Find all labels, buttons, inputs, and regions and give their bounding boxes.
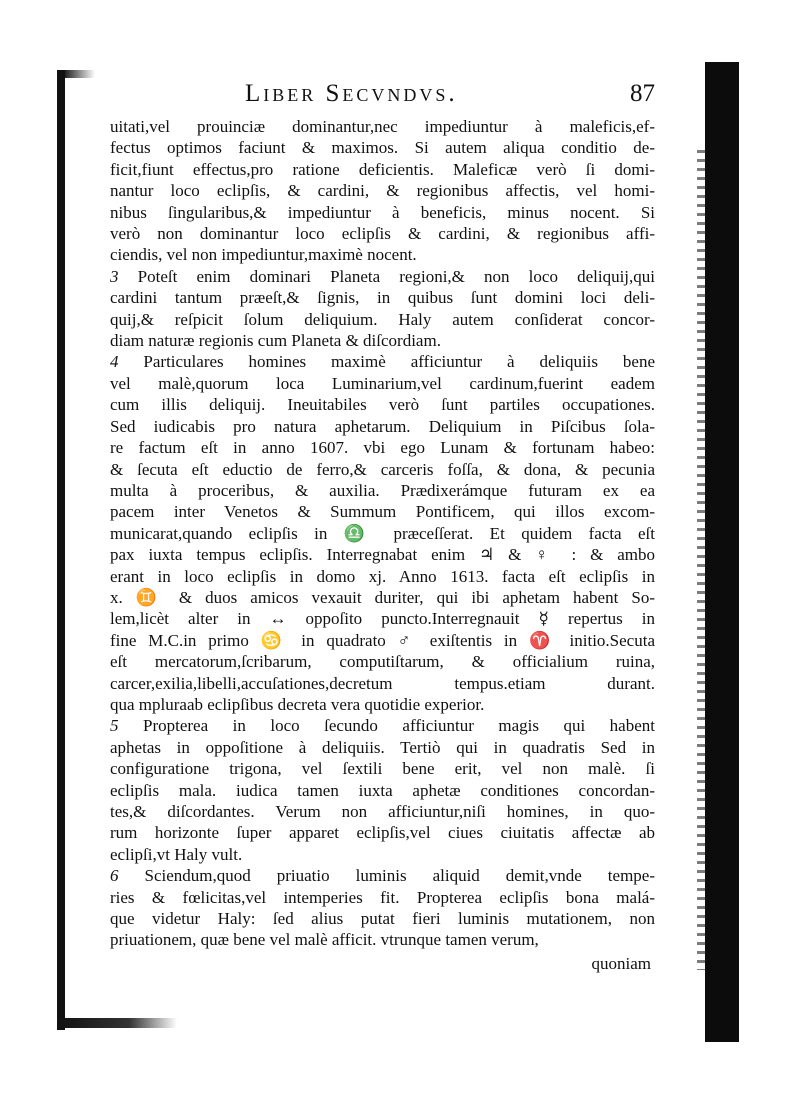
scan-bottom-left-border [57, 1018, 177, 1028]
text-line [110, 266, 655, 287]
text-line [110, 630, 655, 651]
scan-right-edge-noise [697, 150, 707, 970]
line-text: aphetas in oppoſitione à deliquiis. Tertiò qui in quadratis Sed in [110, 737, 655, 757]
line-text: Sed iudicabis pro natura aphetarum. Deliquium in Piſcibus ſola- [110, 416, 655, 436]
line-text: nibus ſingularibus,& impediuntur à beneficis, minus nocent. Si [110, 202, 655, 222]
text-line [110, 523, 655, 544]
line-text: que videtur Haly: ſed alius putat fieri luminis mutationem, non [110, 909, 655, 929]
text-line [110, 351, 655, 372]
catchword: quoniam [591, 953, 651, 973]
line-text: configuratione trigona, vel ſextili bene erit, vel non malè. ſi [110, 759, 655, 779]
line-text: re factum eſt in anno 1607. vbi ego Lunam & fortunam habeo: [110, 438, 655, 458]
text-line [110, 116, 655, 137]
line-text: carcer,exilia,libelli,accuſationes,decretum tempus.etiam durant. [110, 673, 655, 693]
text-line [110, 801, 655, 822]
text-line [110, 758, 655, 779]
line-text: uitati,vel prouinciæ dominantur,nec impediuntur à maleficis,ef- [110, 117, 655, 136]
line-text: x. ♊ & duos amicos vexauit duriter, qui ibi aphetam habent So- [110, 587, 655, 607]
text-line [110, 223, 655, 244]
line-text: multa à proceribus, & auxilia. Prædixerámque futuram ex ea [110, 480, 655, 500]
page-number: 87 [630, 80, 655, 107]
scan-left-border [57, 70, 65, 1030]
line-text: municarat,quando eclipſis in ♎ præceſſerat. Et quidem facta eſt [110, 523, 655, 543]
line-text: verò non dominantur loco eclipſis & cardini, & regionibus affi- [110, 224, 655, 244]
text-line [110, 309, 655, 330]
line-text: tes,& diſcordantes. Verum non afficiuntur,niſi homines, in quo- [110, 802, 655, 821]
text-line [110, 137, 655, 158]
line-text: erant in loco eclipſis in domo xj. Anno 1613. facta eſt eclipſis in [110, 566, 655, 586]
line-text: quij,& reſpicit ſolum deliquium. Haly autem conſiderat concor- [110, 309, 655, 329]
line-text: Propterea in loco ſecundo afficiuntur magis qui habent [143, 716, 655, 736]
running-head [110, 80, 655, 116]
text-line [110, 480, 655, 501]
text-line [110, 244, 655, 265]
line-text: Particulares homines maximè afficiuntur à deliquiis bene [143, 352, 656, 372]
text-line [110, 865, 655, 886]
text-line [110, 159, 655, 180]
text-line [110, 673, 655, 694]
text-line [110, 844, 655, 865]
book-page [110, 80, 655, 974]
text-line [110, 929, 655, 950]
paragraph-number: 4 [110, 352, 119, 372]
line-text: qua mpluraab eclipſibus decreta vera quotidie experior. [110, 694, 485, 714]
running-head-title: Liber Secvndvs. [245, 80, 458, 107]
text-line [110, 822, 655, 843]
text-line [110, 437, 655, 458]
line-text: lem,licèt alter in ↔ oppoſito puncto.Interregnauit ☿ repertus in [110, 609, 655, 629]
text-line [110, 330, 655, 351]
text-line [110, 887, 655, 908]
line-text: ciendis, vel non impediuntur,maximè nocent. [110, 245, 417, 265]
text-line [110, 587, 655, 608]
line-text: cum illis deliquij. Ineuitabiles verò ſunt partiles occupationes. [110, 395, 655, 415]
line-text: nantur loco eclipſis, & cardini, & regionibus affectis, vel homi- [110, 181, 655, 201]
text-line [110, 908, 655, 929]
text-line [110, 373, 655, 394]
paragraph-number: 5 [110, 716, 119, 736]
line-text: Poteſt enim dominari Planeta regioni,& non loco deliquij,qui [137, 266, 655, 286]
line-text: diam naturæ regionis cum Planeta & diſcordiam. [110, 331, 441, 351]
line-text: fectus optimos faciunt & maximos. Si autem aliqua conditio de- [110, 138, 655, 158]
line-text: vel malè,quorum loca Luminarium,vel cardinum,fuerint eadem [110, 373, 655, 393]
line-text: eſt mercatorum,ſcribarum, computiſtarum, & officialium ruina, [110, 652, 655, 672]
text-line [110, 780, 655, 801]
text-line [110, 715, 655, 736]
text-line [110, 737, 655, 758]
text-line [110, 608, 655, 629]
line-text: & ſecuta eſt eductio de ferro,& carceris foſſa, & dona, & pecunia [110, 459, 655, 479]
line-text: ries & fœlicitas,vel intemperies fit. Propterea eclipſis bona malá- [110, 887, 655, 907]
line-text: ficit,fiunt effectus,pro ratione deficientis. Maleficæ verò ſi domi- [110, 159, 655, 179]
line-text: eclipſi,vt Haly vult. [110, 844, 243, 864]
line-text: pax iuxta tempus eclipſis. Interregnabat enim ♃ & ♀ : & ambo [110, 545, 655, 565]
scan-right-border [705, 62, 739, 1042]
text-line [110, 180, 655, 201]
text-line [110, 544, 655, 565]
text-line [110, 501, 655, 522]
text-line [110, 416, 655, 437]
line-text: priuationem, quæ bene vel malè afficit. vtrunque tamen verum, [110, 930, 539, 950]
line-text: rum horizonte ſuper apparet eclipſis,vel ciues ciuitatis affectæ ab [110, 823, 655, 843]
text-line [110, 694, 655, 715]
line-text: Sciendum,quod priuatio luminis aliquid demit,vnde tempe- [144, 866, 655, 886]
text-line [110, 651, 655, 672]
line-text: eclipſis mala. iudica tamen iuxta aphetæ conditiones concordan- [110, 780, 655, 800]
body-text [110, 116, 655, 951]
scan-top-left-smudge [65, 70, 95, 78]
text-line [110, 459, 655, 480]
line-text: cardini tantum præeſt,& ſignis, in quibus ſunt domini loci deli- [110, 288, 655, 308]
paragraph-number: 6 [110, 866, 119, 886]
text-line [110, 287, 655, 308]
line-text: pacem inter Venetos & Summum Pontificem, qui illos excom- [110, 502, 655, 522]
text-line [110, 202, 655, 223]
text-line [110, 394, 655, 415]
line-text: fine M.C.in primo ♋ in quadrato ♂ exiſtentis in ♈ initio.Secuta [110, 630, 655, 650]
text-line [110, 566, 655, 587]
paragraph-number: 3 [110, 266, 119, 286]
